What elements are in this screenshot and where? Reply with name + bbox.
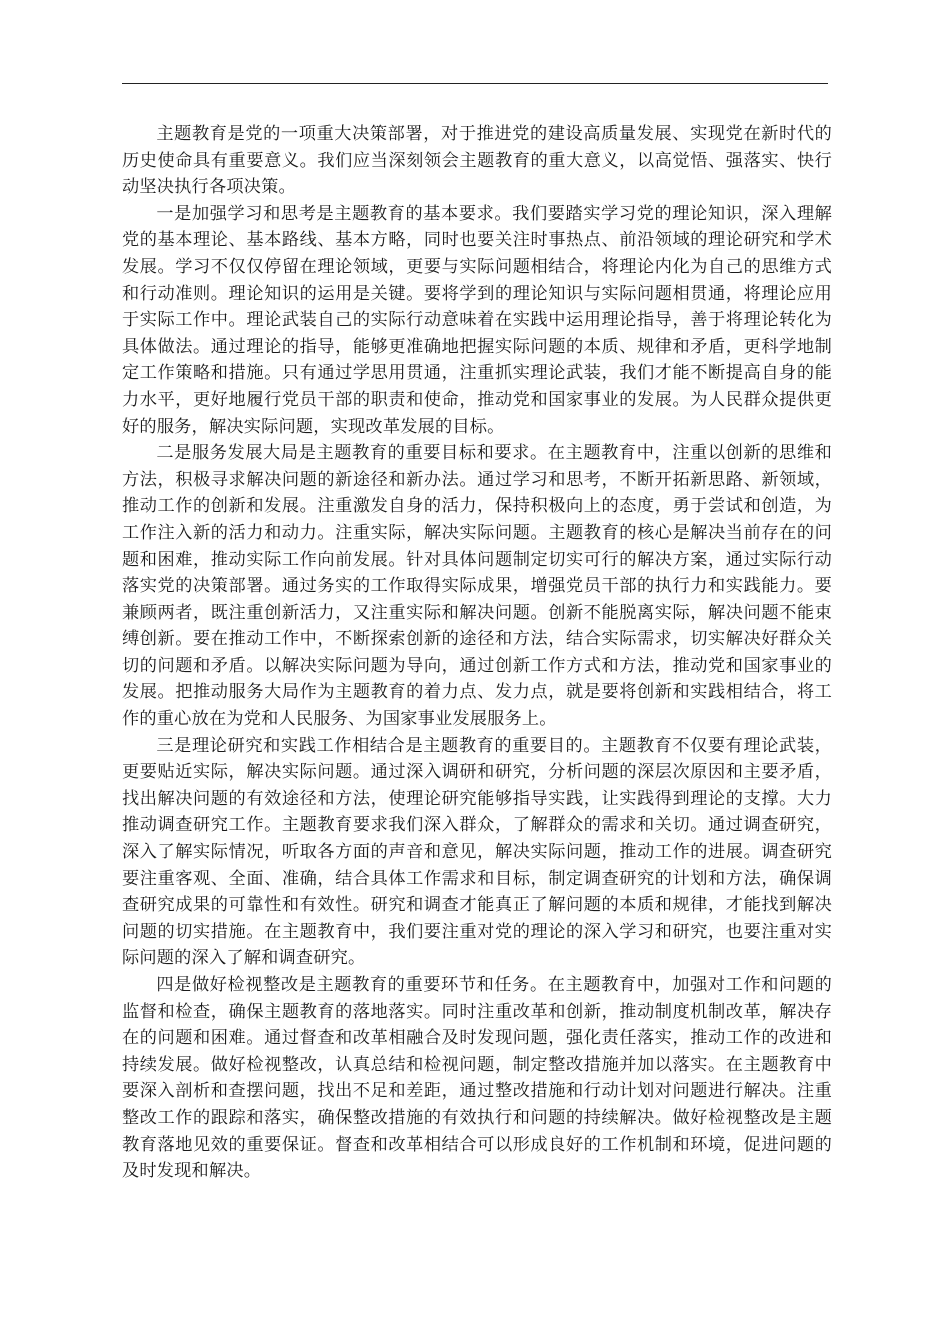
paragraph-study-and-thinking: 一是加强学习和思考是主题教育的基本要求。我们要踏实学习党的理论知识，深入理解党的基本理论、基本路线、基本方略，同时也要关注时事热点、前沿领域的理论研究和学术发展。学习不仅仅停留在理论领域，更要与实际问题相结合，将理论内化为自己的思维方式和行动准则。理论知识的运用是关键。要将学到的理论知识与实际问题相贯通，将理论应用于实际工作中。理论武装自己的实际行动意味着在实践中运用理论指导，善于将理论转化为具体做法。通过理论的指导，能够更准确地把握实际问题的本质、规律和矛盾，更科学地制定工作策略和措施。只有通过学思用贯通，注重抓实理论武装，我们才能不断提高自身的能力水平，更好地履行党员干部的职责和使命，推动党和国家事业的发展。为人民群众提供更好的服务，解决实际问题，实现改革发展的目标。: [122, 203, 832, 437]
document-body: [122, 121, 832, 1185]
paragraph-serve-development: 二是服务发展大局是主题教育的重要目标和要求。在主题教育中，注重以创新的思维和方法，积极寻求解决问题的新途径和新办法。通过学习和思考，不断开拓新思路、新领域，推动工作的创新和发展。注重激发自身的活力，保持积极向上的态度，勇于尝试和创造，为工作注入新的活力和动力。注重实际，解决实际问题。主题教育的核心是解决当前存在的问题和困难，推动实际工作向前发展。针对具体问题制定切实可行的解决方案，通过实际行动落实党的决策部署。通过务实的工作取得实际成果，增强党员干部的执行力和实践能力。要兼顾两者，既注重创新活力，又注重实际和解决问题。创新不能脱离实际，解决问题不能束缚创新。要在推动工作中，不断探索创新的途径和方法，结合实际需求，切实解决好群众关切的问题和矛盾。以解决实际问题为导向，通过创新工作方式和方法，推动党和国家事业的发展。把推动服务大局作为主题教育的着力点、发力点，就是要将创新和实践相结合，将工作的重心放在为党和人民服务、为国家事业发展服务上。: [122, 443, 832, 730]
paragraph-intro: 主题教育是党的一项重大决策部署，对于推进党的建设高质量发展、实现党在新时代的历史使命具有重要意义。我们应当深刻领会主题教育的重大意义，以高觉悟、强落实、快行动坚决执行各项决策。: [122, 124, 832, 198]
paragraph-theory-and-practice: 三是理论研究和实践工作相结合是主题教育的重要目的。主题教育不仅要有理论武装，更要贴近实际，解决实际问题。通过深入调研和研究，分析问题的深层次原因和主要矛盾，找出解决问题的有效途径和方法，使理论研究能够指导实践，让实践得到理论的支撑。大力推动调查研究工作。主题教育要求我们深入群众，了解群众的需求和关切。通过调查研究，深入了解实际情况，听取各方面的声音和意见，解决实际问题，推动工作的进展。调查研究要注重客观、全面、准确，结合具体工作需求和目标，制定调查研究的计划和方法，确保调查研究成果的可靠性和有效性。研究和调查才能真正了解问题的本质和规律，才能找到解决问题的切实措施。在主题教育中，我们要注重对党的理论的深入学习和研究，也要注重对实际问题的深入了解和调查研究。: [122, 735, 832, 969]
paragraph-inspection-rectification: 四是做好检视整改是主题教育的重要环节和任务。在主题教育中，加强对工作和问题的监督和检查，确保主题教育的落地落实。同时注重改革和创新，推动制度机制改革，解决存在的问题和困难。通过督查和改革相融合及时发现问题，强化责任落实，推动工作的改进和持续发展。做好检视整改，认真总结和检视问题，制定整改措施并加以落实。在主题教育中要深入剖析和查摆问题，找出不足和差距，通过整改措施和行动计划对问题进行解决。注重整改工作的跟踪和落实，确保整改措施的有效执行和问题的持续解决。做好检视整改是主题教育落地见效的重要保证。督查和改革相结合可以形成良好的工作机制和环境，促进问题的及时发现和解决。: [122, 975, 832, 1182]
header-rule: [122, 83, 828, 84]
